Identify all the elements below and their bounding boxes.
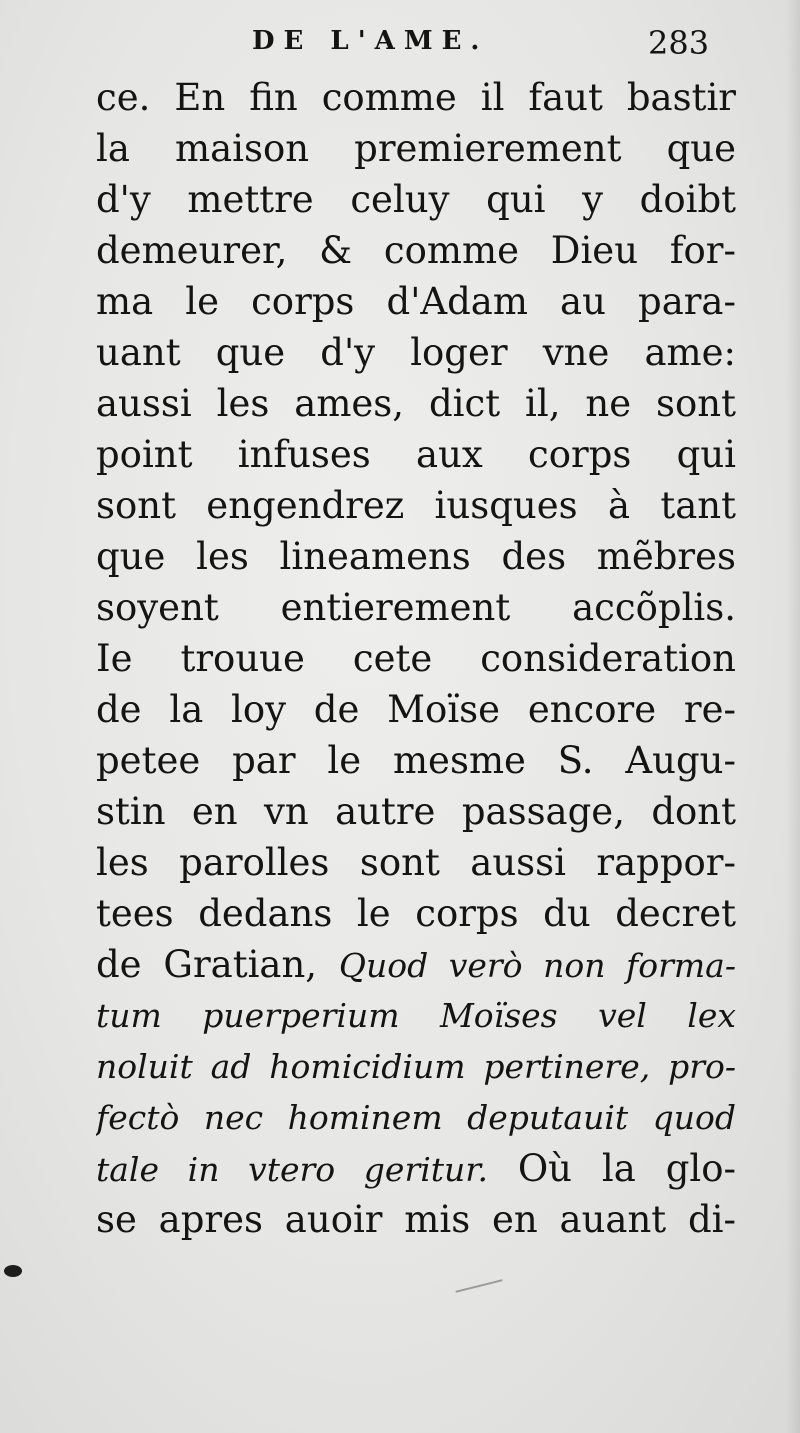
text-line: sont engendrez iusques à tant xyxy=(96,484,736,527)
text-line: Ie trouue cete consideration xyxy=(96,637,736,680)
text-line: demeurer, & comme Dieu for- xyxy=(96,229,736,272)
text-line-mixed xyxy=(96,1143,736,1194)
roman-fragment: de Gratian, xyxy=(96,943,318,986)
text-line-mixed xyxy=(96,939,736,990)
latin-quote-line: tum puerperium Moïses vel lex xyxy=(96,996,736,1035)
page-header xyxy=(0,18,800,68)
text-line: ma le corps d'Adam au para- xyxy=(96,280,736,323)
ink-spot xyxy=(4,1265,22,1277)
text-line: la maison premierement que xyxy=(96,127,736,170)
latin-quote-fragment: Quod verò non forma- xyxy=(338,946,736,985)
latin-quote-line: noluit ad homicidium pertinere, pro- xyxy=(96,1047,736,1086)
text-line: point infuses aux corps qui xyxy=(96,433,736,476)
roman-fragment: Où la glo- xyxy=(517,1147,736,1190)
text-line: stin en vn autre passage, dont xyxy=(96,790,736,833)
text-line: d'y mettre celuy qui y doibt xyxy=(96,178,736,221)
latin-quote-line: fectò nec hominem deputauit quod xyxy=(96,1098,736,1137)
text-line: que les lineamens des mẽbres xyxy=(96,535,736,578)
paper-mark xyxy=(455,1279,502,1293)
page-edge-shadow xyxy=(786,0,800,1433)
text-line: soyent entierement accõplis. xyxy=(96,586,736,629)
text-line: se apres auoir mis en auant di- xyxy=(96,1198,736,1241)
text-line: de la loy de Moïse encore re- xyxy=(96,688,736,731)
text-line: tees dedans le corps du decret xyxy=(96,892,736,935)
text-line: ce. En fin comme il faut bastir xyxy=(96,76,736,119)
text-line: uant que d'y loger vne ame: xyxy=(96,331,736,374)
text-line: aussi les ames, dict il, ne sont xyxy=(96,382,736,425)
text-line: les parolles sont aussi rappor- xyxy=(96,841,736,884)
latin-quote-fragment: tale in vtero geritur. xyxy=(96,1150,488,1189)
text-line: petee par le mesme S. Augu- xyxy=(96,739,736,782)
running-title: DE L'AME. xyxy=(252,26,489,56)
page-number: 283 xyxy=(648,24,710,62)
body-text xyxy=(96,72,736,1245)
